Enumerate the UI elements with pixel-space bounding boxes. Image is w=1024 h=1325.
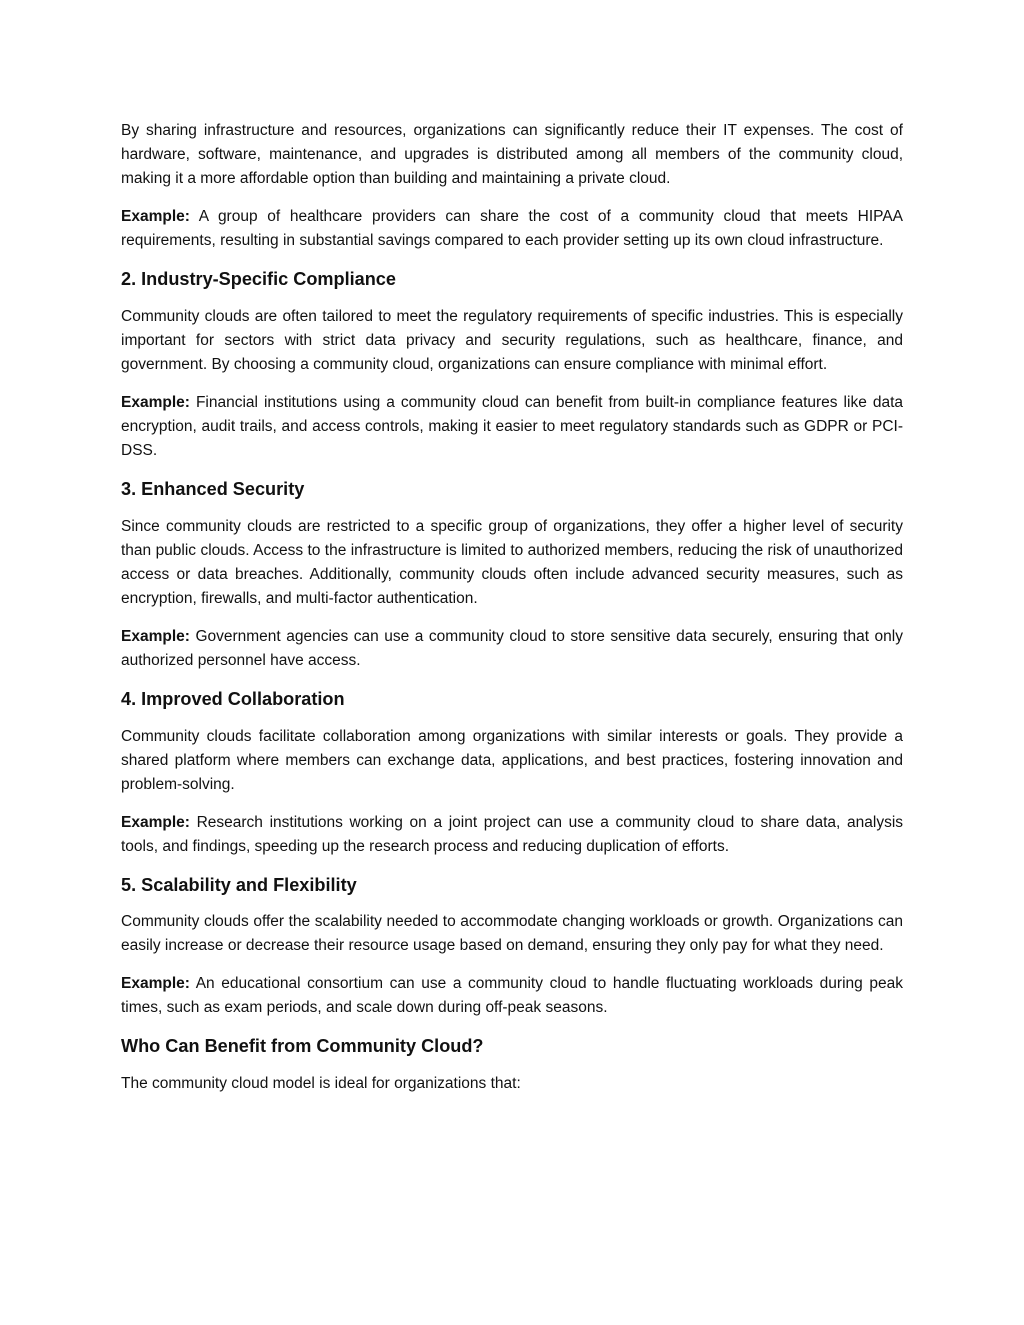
section-body-scalability: Community clouds offer the scalability needed to accommodate changing workloads or growth. Organizations can easily increase or decrease their resource usage based on demand, ensuring they only pay for what they need. bbox=[121, 913, 903, 955]
example-label: Example: bbox=[121, 393, 190, 411]
example-text: Financial institutions using a community cloud can benefit from built-in compliance features like data encryption, audit trails, and access controls, making it easier to meet regulatory standards such as GDPR or PCI-DSS. bbox=[121, 393, 903, 460]
example-label: Example: bbox=[121, 627, 190, 645]
example-label: Example: bbox=[121, 813, 190, 831]
section-body-security: Since community clouds are restricted to a specific group of organizations, they offer a higher level of security than public clouds. Access to the infrastructure is limited to authorized members, reducing the risk of unauthorized access or data breaches. Additionally, community clouds often include advanced security measures, such as encryption, firewalls, and multi-factor authentication. bbox=[121, 517, 903, 608]
who-benefits-intro: The community cloud model is ideal for organizations that: bbox=[121, 1074, 521, 1092]
section-heading-collaboration: 4. Improved Collaboration bbox=[121, 688, 345, 709]
section-example-compliance bbox=[121, 391, 903, 464]
section-body-compliance: Community clouds are often tailored to meet the regulatory requirements of specific industries. This is especially important for sectors with strict data privacy and security regulations, such as healthcare, finance, and government. By choosing a community cloud, organizations can ensure compliance with minimal effort. bbox=[121, 307, 903, 374]
example-text: An educational consortium can use a community cloud to handle fluctuating workloads during peak times, such as exam periods, and scale down during off-peak seasons. bbox=[121, 975, 903, 1017]
cost-example-paragraph bbox=[121, 205, 903, 253]
section-heading-compliance: 2. Industry-Specific Compliance bbox=[121, 269, 396, 290]
example-label: Example: bbox=[121, 975, 190, 993]
example-text: Government agencies can use a community cloud to store sensitive data securely, ensuring that only authorized personnel have access. bbox=[121, 627, 903, 670]
example-label: Example: bbox=[121, 208, 190, 226]
example-text: A group of healthcare providers can share the cost of a community cloud that meets HIPAA requirements, resulting in substantial savings compared to each provider setting up its own cloud infrastructure. bbox=[121, 208, 904, 250]
intro-paragraph: By sharing infrastructure and resources, organizations can significantly reduce their IT expenses. The cost of hardware, software, maintenance, and upgrades is distributed among all members of the community cloud, making it a more affordable option than building and maintaining a private cloud. bbox=[121, 122, 903, 188]
section-heading-scalability: 5. Scalability and Flexibility bbox=[121, 874, 357, 895]
section-body-collaboration: Community clouds facilitate collaboration among organizations with similar interests or goals. They provide a shared platform where members can exchange data, applications, and best practices, fostering innovation and problem-solving. bbox=[121, 727, 903, 793]
section-example-collaboration bbox=[121, 811, 903, 859]
section-example-scalability bbox=[121, 972, 903, 1020]
example-text: Research institutions working on a joint project can use a community cloud to share data, analysis tools, and findings, speeding up the research process and reducing duplication of efforts. bbox=[121, 813, 904, 855]
section-example-security bbox=[121, 625, 903, 673]
document-page bbox=[121, 119, 903, 1110]
who-benefits-heading: Who Can Benefit from Community Cloud? bbox=[121, 1036, 484, 1057]
section-heading-security: 3. Enhanced Security bbox=[121, 478, 305, 499]
